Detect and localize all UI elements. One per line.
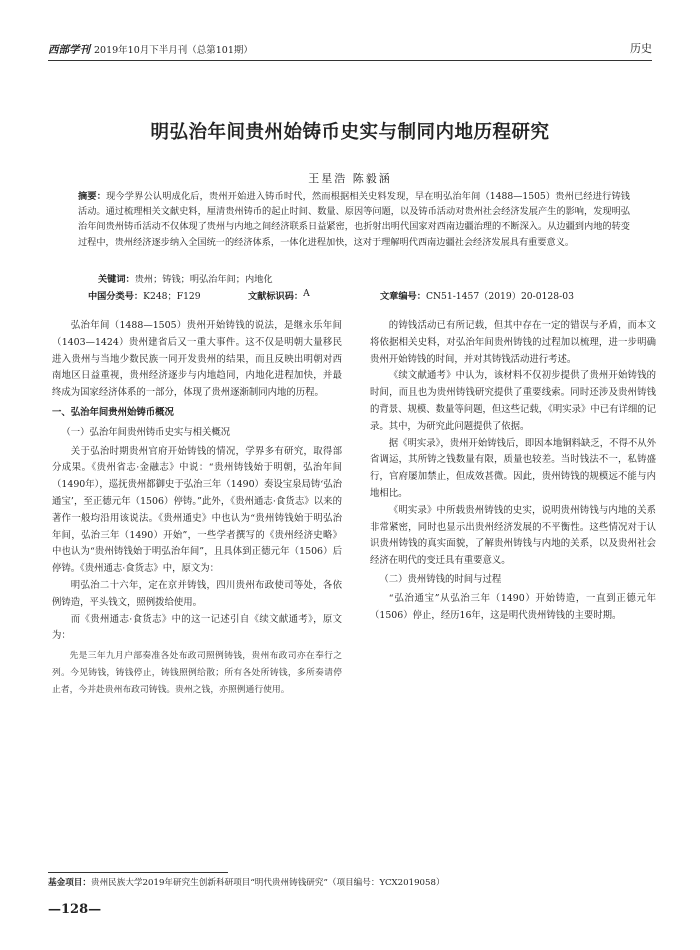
clc-code [88,288,201,302]
article-no-label: 文章编号： [380,291,426,302]
body-paragraph: 弘治年间（1488—1505）贵州开始铸钱的说法，是继永乐年间（1403—1424）贵州建省后又一重大事件。这不仅是明朝大量移民进入贵州与当地少数民族一同开发贵州的结果，而且反映出明朝对西南地区日益重视，贵州经济逐步与内地趋同，内地化进程加快，并最终成为国家经济体系的一部分，体现了贵州逐渐制同内地的历程。 [52,320,342,399]
clc-label: 中国分类号： [88,291,144,302]
body-paragraph: 明弘治二十六年，定在京并铸钱，四川贵州布政使司等处，各依例铸造，平头钱文，照例拨给使用。 [52,579,342,608]
page-number: —128— [48,902,102,917]
abstract-text: 现今学界公认明成化后，贵州开始进入铸币时代，然而根据相关史料发现，早在明弘治年间（1488—1505）贵州已经进行铸钱活动。通过梳理相关文献史料，厘清贵州铸币的起止时间、数量、原因等问题，以及铸币活动对贵州社会经济发展产生的影响，发现明弘治年间贵州铸币活动不仅体现了贵州与内地之间经济联系日益紧密，也折射出明代国家对西南边疆治理的不断深入。从边疆到内地的转变过程中，贵州经济逐步纳入全国统一的经济体系，一体化进程加快，这对于理解明代西南边疆社会经济发展具有重要意义。 [78,191,630,248]
body-column-right [370,318,656,624]
footnote-divider [48,872,228,873]
body-column-left [52,318,342,702]
doc-code-label: 文献标识码： [248,291,304,302]
document-code [248,288,310,302]
body-paragraph: 据《明实录》，贵州开始铸钱后，即因本地铜料缺乏，不得不从外省调运，其所铸之钱数量有限，质量也较差。当时钱法不一，私铸盛行，官府屡加禁止，但成效甚微。因此，贵州铸钱的规模远不能与内地相比。 [370,437,656,499]
doc-code-value: A [303,288,310,299]
keywords-label: 关键词： [98,274,135,285]
body-paragraph: 《续文献通考》中认为，该材料不仅初步提供了贵州开始铸钱的时间，而且也为贵州铸钱研究提供了重要线索。同时还涉及贵州铸钱的背景、规模、数量等问题，但这些记载，《明实录》中已有详细的记录。其中，为研究此问题提供了依据。 [370,370,656,432]
body-paragraph: 关于弘治时期贵州官府开始铸钱的情况，学界多有研究，取得部分成果。《贵州省志·金融志》中说：“贵州铸钱始于明朝，弘治年间（1490年），巡抚贵州都御史于弘治三年（1490）奏设宝泉局铸‘弘治通宝’，至正德元年（1506）停铸。”此外，《贵州通志·食货志》以来的著作一般均沿用该说法。《贵州通史》中也认为“贵州铸钱始于明弘治年间，弘治三年（1490）开始”，一些学者撰写的《贵州经济史略》中也认为“贵州铸钱始于明弘治年间”，且具体到正德元年（1506）后停铸。《贵州通志·食货志》中，原文为： [52,445,342,575]
body-paragraph: 的铸钱活动已有所记载，但其中存在一定的错误与矛盾，而本文将依据相关史料，对弘治年间贵州铸钱的过程加以梳理，进一步明确贵州开始铸钱的时间，并对其铸钱活动进行考述。 [370,320,656,365]
journal-name: 西部学刊 [48,44,90,56]
body-paragraph: “弘治通宝”从弘治三年（1490）开始铸造，一直到正德元年（1506）停止，经历16年，这是明代贵州铸钱的主要时期。 [370,592,656,621]
clc-value: K248；F129 [143,291,201,302]
fund-footnote [48,876,652,888]
abstract-label: 摘要： [78,191,107,202]
article-title: 明弘治年间贵州始铸币史实与制同内地历程研究 [150,122,550,143]
journal-line [48,42,253,57]
block-quote: 先是三年九月户部奏准各处布政司照例铸钱，贵州布政司亦在奉行之列。今见铸钱，铸钱停止，铸钱照例给散；所有各处所铸钱，多所奏请停止者，今并赴贵州布政司铸钱。贵州之钱，亦照例通行使用。 [52,651,342,695]
article-no-value: CN51-1457（2019）20-0128-03 [425,291,574,302]
article-authors: 王星浩 陈毅涵 [308,172,392,185]
keywords [98,271,273,285]
journal-issue: 2019年10月下半月刊（总第101期） [94,45,253,56]
body-paragraph: 而《贵州通志·食货志》中的这一记述引自《续文献通考》，原文为： [52,613,342,642]
subsection-heading: （一）弘治年间贵州铸币史实与相关概况 [61,426,231,438]
article-number [380,288,574,302]
subsection-heading: （二）贵州铸钱的时间与过程 [379,573,502,585]
keywords-text: 贵州；铸钱；明弘治年间；内地化 [134,274,273,285]
abstract [78,189,630,250]
section-label: 历史 [630,42,652,55]
body-paragraph: 《明实录》中所载贵州铸钱的史实，说明贵州铸钱与内地的关系非常紧密，同时也显示出贵州经济发展的不平衡性。这些情况对于认识贵州铸钱的真实面貌，了解贵州铸钱与内地的关系，以及贵州社会经济在明代的变迁具有重要意义。 [370,504,656,567]
fund-text: 贵州民族大学2019年研究生创新科研项目“明代贵州铸钱研究”（项目编号：YCX2019058） [90,878,445,888]
page-header [48,38,652,58]
section-heading: 一、弘治年间贵州始铸币概况 [52,406,174,418]
fund-label: 基金项目： [48,878,91,888]
header-divider [48,60,652,61]
